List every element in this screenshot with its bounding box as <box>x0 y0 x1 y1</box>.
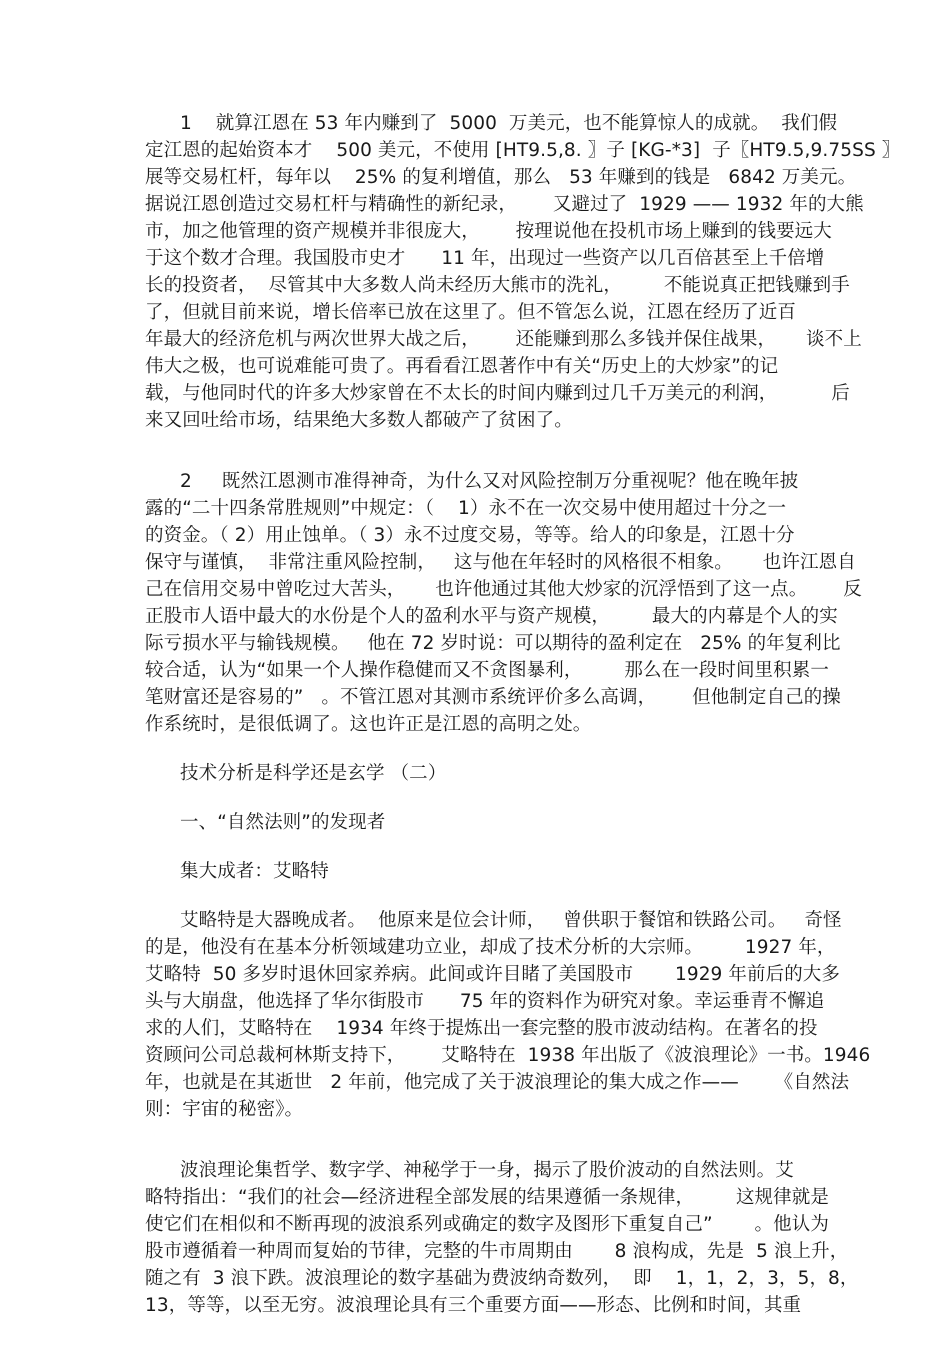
text-line: 艾略特 50 多岁时退休回家养病。此间或许目睹了美国股市 1929 年前后的大多 <box>145 964 841 985</box>
text-line: 1 就算江恩在 53 年内赚到了 5000 万美元，也不能算惊人的成就。 我们假 <box>180 113 838 134</box>
text-line: 作系统时，是很低调了。这也许正是江恩的高明之处。 <box>145 714 592 735</box>
subsection-heading <box>0 809 950 836</box>
text-line: 波浪理论集哲学、数字学、神秘学于一身，揭示了股价波动的自然法则。艾 <box>180 1160 794 1181</box>
text-line: 了，但就目前来说，增长倍率已放在这里了。但不管怎么说，江恩在经历了近百 <box>145 302 797 323</box>
text-line: 略特指出：“我们的社会—经济进程全部发展的结果遵循一条规律， 这规律就是 <box>145 1187 829 1208</box>
text-line: 则：宇宙的秘密》。 <box>145 1099 304 1120</box>
text-line: 于这个数才合理。我国股市史才 11 年，出现过一些资产以几百倍甚至上千倍增 <box>145 248 825 269</box>
text-line: 露的“二十四条常胜规则”中规定：（ 1）永不在一次交易中使用超过十分之一 <box>145 498 787 519</box>
text-line: 正股市人语中最大的水份是个人的盈利水平与资产规模， 最大的内幕是个人的实 <box>145 606 838 627</box>
subsection-heading <box>0 858 950 885</box>
text-line: 展等交易杠杆，每年以 25% 的复利增值，那么 53 年赚到的钱是 6842 万美元。 <box>145 167 857 188</box>
text-line: 较合适，认为“如果一个人操作稳健而又不贪图暴利， 那么在一段时间里积累一 <box>145 660 829 681</box>
paragraph-gann-risk <box>0 468 950 738</box>
text-line: 据说江恩创造过交易杠杆与精确性的新纪录， 又避过了 1929 —— 1932 年的大熊 <box>145 194 864 215</box>
text-line: 资顾问公司总裁柯林斯支持下， 艾略特在 1938 年出版了《波浪理论》一书。1946 <box>145 1045 871 1066</box>
text-line: 随之有 3 浪下跌。波浪理论的数字基础为费波纳奇数列， 即 1，1，2，3，5，8， <box>145 1268 859 1289</box>
text-line: 保守与谨慎， 非常注重风险控制， 这与他在年轻时的风格很不相象。 也许江恩自 <box>145 552 856 573</box>
text-line: 求的人们，艾略特在 1934 年终于提炼出一套完整的股市波动结构。在著名的投 <box>145 1018 818 1039</box>
section-heading <box>0 760 950 787</box>
heading-subtitle: 一、“自然法则”的发现者 <box>180 812 386 833</box>
text-line: 艾略特是大器晚成者。 他原来是位会计师， 曾供职于餐馆和铁路公司。 奇怪 <box>180 910 842 931</box>
text-line: 长的投资者， 尽管其中大多数人尚未经历大熊市的洗礼， 不能说真正把钱赚到手 <box>145 275 850 296</box>
text-line: 的资金。（ 2）用止蚀单。（ 3）永不过度交易，等等。给人的印象是，江恩十分 <box>145 525 795 546</box>
text-line: 头与大崩盘，他选择了华尔街股市 75 年的资料作为研究对象。幸运垂青不懈追 <box>145 991 825 1012</box>
text-line: 年最大的经济危机与两次世界大战之后， 还能赚到那么多钱并保住战果， 谈不上 <box>145 329 862 350</box>
paragraph-wave-theory <box>0 1157 950 1319</box>
text-line: 己在信用交易中曾吃过大苦头， 也许他通过其他大炒家的沉浮悟到了这一点。 反 <box>145 579 862 600</box>
text-line: 市，加之他管理的资产规模并非很庞大， 按理说他在投机市场上赚到的钱要远大 <box>145 221 832 242</box>
text-line: 载，与他同时代的许多大炒家曾在不太长的时间内赚到过几千万美元的利润， 后 <box>145 383 850 404</box>
text-line: 定江恩的起始资本才 500 美元，不使用 [HT9.5,8. 〗子 [KG-*3] 子〖HT9.5,9.75SS 〗 <box>145 140 901 161</box>
text-line: 伟大之极，也可说难能可贵了。再看看江恩著作中有关“历史上的大炒家”的记 <box>145 356 779 377</box>
heading-title: 技术分析是科学还是玄学 （二） <box>180 763 447 784</box>
text-line: 际亏损水平与输钱规模。 他在 72 岁时说：可以期待的盈利定在 25% 的年复利比 <box>145 633 841 654</box>
text-line: 来又回吐给市场，结果绝大多数人都破产了贫困了。 <box>145 410 573 431</box>
text-line: 年，也就是在其逝世 2 年前，他完成了关于波浪理论的集大成之作—— 《自然法 <box>145 1072 850 1093</box>
heading-subtitle: 集大成者：艾略特 <box>180 861 329 882</box>
text-line: 笔财富还是容易的” 。不管江恩对其测市系统评价多么高调， 但他制定自己的操 <box>145 687 841 708</box>
text-line: 13，等等，以至无穷。波浪理论具有三个重要方面——形态、比例和时间，其重 <box>145 1295 802 1316</box>
text-line: 使它们在相似和不断再现的波浪系列或确定的数字及图形下重复自己” 。他认为 <box>145 1214 829 1235</box>
paragraph-gann-capital <box>0 110 950 434</box>
text-line: 股市遵循着一种周而复始的节律，完整的牛市周期由 8 浪构成，先是 5 浪上升， <box>145 1241 849 1262</box>
text-line: 2 既然江恩测市准得神奇，为什么又对风险控制万分重视呢？他在晚年披 <box>180 471 799 492</box>
paragraph-elliott-bio <box>0 907 950 1123</box>
text-line: 的是，他没有在基本分析领域建功立业，却成了技术分析的大宗师。 1927 年， <box>145 937 836 958</box>
